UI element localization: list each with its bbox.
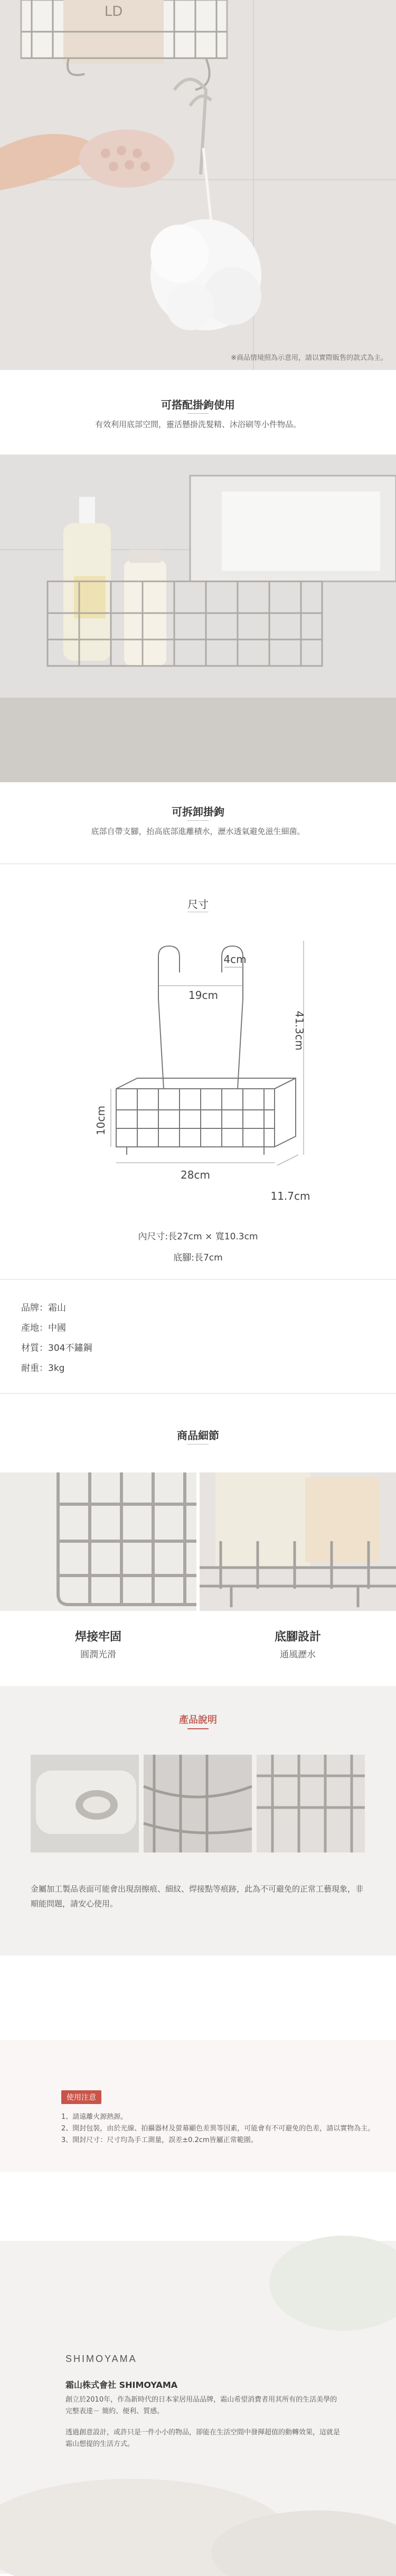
detail1-subtitle: 圓潤光滑	[80, 1650, 116, 1660]
info-image-1	[31, 1755, 139, 1852]
caution-item: 1、請遠離火源熱源。	[61, 2113, 128, 2121]
dim-width: 28cm	[181, 1169, 210, 1181]
svg-text:LD: LD	[104, 4, 123, 20]
divider	[187, 820, 209, 821]
size-title: 尺寸	[187, 898, 209, 911]
detail2-title: 底腳設計	[274, 1630, 321, 1644]
dim-depth: 11.7cm	[270, 1190, 310, 1202]
feature1-title: 可搭配掛鉤使用	[161, 399, 235, 411]
caution-list	[61, 2111, 378, 2146]
feature2-title: 可拆卸掛鉤	[172, 805, 224, 818]
brand-name: 霜山株式會社 SHIMOYAMA	[65, 2380, 178, 2390]
shower-basket-photo	[0, 455, 396, 782]
info-image-2	[144, 1755, 252, 1852]
detail-image-weld	[0, 1472, 196, 1611]
hero-photo	[0, 0, 396, 370]
dim-basket-height: 10cm	[95, 1106, 107, 1135]
spec-origin: 產地：中國	[21, 1323, 66, 1333]
dim-hook-width: 4cm	[223, 953, 247, 966]
hero-disclaimer: ※商品情境照為示意用，請以實際販售的款式為主。	[231, 354, 388, 362]
product-info-title: 產品說明	[179, 1715, 217, 1726]
divider	[187, 1728, 209, 1729]
section-divider	[0, 1279, 396, 1280]
info-image-3	[257, 1755, 365, 1852]
basket-illustration	[0, 455, 396, 782]
divider	[187, 413, 209, 414]
detail-image-foot	[200, 1472, 396, 1611]
feature1-desc: 有效利用底部空間，靈活懸掛洗髮精、沐浴刷等小件物品。	[95, 420, 301, 429]
details-title: 商品細節	[177, 1429, 219, 1442]
detail1-title: 焊接牢固	[74, 1630, 121, 1644]
brand-philosophy: 透過創意設計，或許只是一件小小的物品，卻能在生活空間中發揮超值的動轉效果，這就是霜山想提的生活方式。	[65, 2429, 341, 2448]
size-diagram	[95, 930, 312, 1216]
hero-illustration	[0, 0, 396, 370]
product-info-text: 金屬加工製品表面可能會出現刮擦痕、細紋、焊接點等痕跡，此為不可避免的正常工藝現象，非順能問題，請安心使用。	[31, 1884, 364, 1908]
dim-height: 41.3cm	[293, 1011, 306, 1051]
caution-item: 3、開封尺寸：尺寸均為手工測量，誤差±0.2cm皆屬正常範圍。	[61, 2136, 258, 2144]
caution-item: 2、開封包裝，由於光線、拍攝器材及螢幕顯色差異等因素，可能會有不可避免的色差，請以實物為主。	[61, 2125, 375, 2133]
feature2-desc: 底部自帶支腳，抬高底部進離積水，瀝水透氣避免滋生細菌。	[91, 827, 305, 836]
dim-inner-width: 19cm	[188, 989, 218, 1002]
foot-size: 底腳:長7cm	[173, 1253, 223, 1263]
caution-badge: 使用注意	[61, 2090, 101, 2104]
spec-load: 耐重：3kg	[21, 1363, 65, 1374]
brand-intro: 創立於2010年，作為新時代的日本家居用品品牌，霜山希望消費者用其所有的生活美學的完整表達－ 簡約、便利、質感。	[65, 2396, 337, 2415]
spec-material: 材質：304不鏽鋼	[21, 1343, 92, 1354]
section-divider	[0, 1393, 396, 1394]
inner-size: 內尺寸:長27cm × 寬10.3cm	[138, 1231, 258, 1242]
brand-logo: SHIMOYAMA	[65, 2353, 137, 2364]
detail2-subtitle: 通風瀝水	[280, 1650, 316, 1660]
caution-section	[0, 2040, 396, 2172]
spec-brand: 品牌：霜山	[21, 1303, 66, 1313]
